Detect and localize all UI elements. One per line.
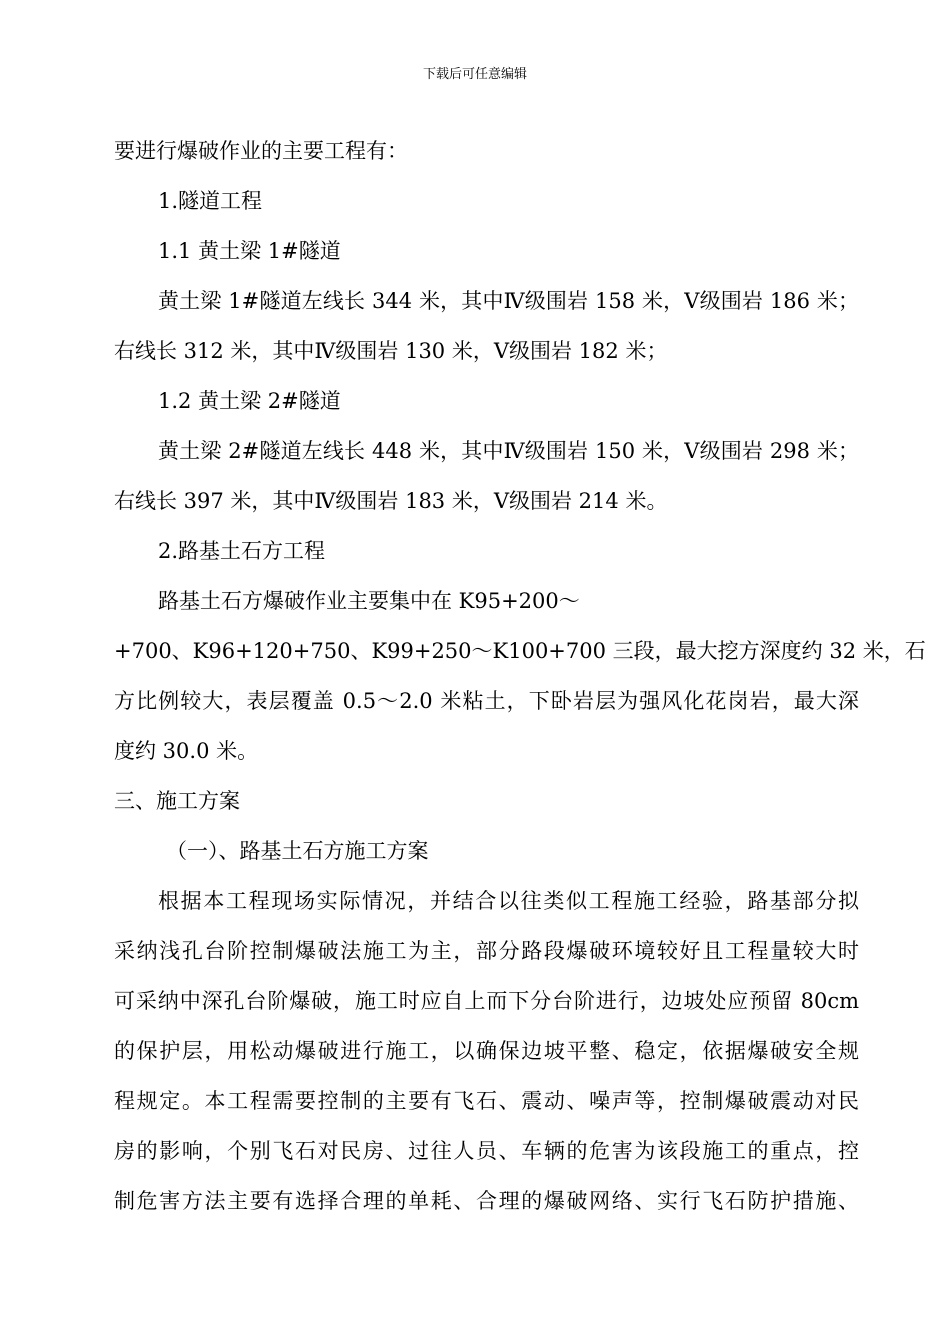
text-line: 黄土梁 1#隧道左线长 344 米，其中Ⅳ级围岩 158 米，Ⅴ级围岩 186 米； (158, 289, 859, 313)
text-line: 1.隧道工程 (158, 189, 263, 213)
text-line: 1.2 黄土梁 2#隧道 (158, 389, 341, 413)
document-body (114, 126, 926, 1226)
page-header: 下载后可任意编辑 (422, 67, 527, 82)
text-line: +700、K96+120+750、K99+250～K100+700 三段，最大挖方深度约 32 米，石 (114, 639, 926, 663)
text-line: 要进行爆破作业的主要工程有： (114, 139, 408, 163)
text-line: 程规定。本工程需要控制的主要有飞石、震动、噪声等，控制爆破震动对民 (114, 1089, 859, 1113)
text-line: 方比例较大，表层覆盖 0.5～2.0 米粘土，下卧岩层为强风化花岗岩，最大深 (114, 689, 859, 713)
text-line: 度约 30.0 米。 (114, 739, 259, 763)
text-line: 根据本工程现场实际情况，并结合以往类似工程施工经验，路基部分拟 (158, 889, 859, 913)
text-line: 右线长 397 米，其中Ⅳ级围岩 183 米，Ⅴ级围岩 214 米。 (114, 489, 668, 513)
text-line: 采纳浅孔台阶控制爆破法施工为主，部分路段爆破环境较好且工程量较大时 (114, 939, 859, 963)
text-line: 黄土梁 2#隧道左线长 448 米，其中Ⅳ级围岩 150 米，Ⅴ级围岩 298 米； (158, 439, 859, 463)
text-line: 房的影响，个别飞石对民房、过往人员、车辆的危害为该段施工的重点，控 (114, 1139, 859, 1163)
text-line: 右线长 312 米，其中Ⅳ级围岩 130 米，Ⅴ级围岩 182 米； (114, 339, 668, 363)
text-line: 三、施工方案 (114, 789, 240, 813)
text-line: （一）、路基土石方施工方案 (166, 839, 429, 863)
text-line: 2.路基土石方工程 (158, 539, 326, 563)
text-line: 的保护层，用松动爆破进行施工，以确保边坡平整、稳定，依据爆破安全规 (114, 1039, 859, 1063)
text-line: 制危害方法主要有选择合理的单耗、合理的爆破网络、实行飞石防护措施、 (114, 1189, 859, 1213)
text-line: 1.1 黄土梁 1#隧道 (158, 239, 341, 263)
text-line: 路基土石方爆破作业主要集中在 K95+200～ (158, 589, 580, 613)
text-line: 可采纳中深孔台阶爆破，施工时应自上而下分台阶进行，边坡处应预留 80cm (114, 989, 859, 1013)
